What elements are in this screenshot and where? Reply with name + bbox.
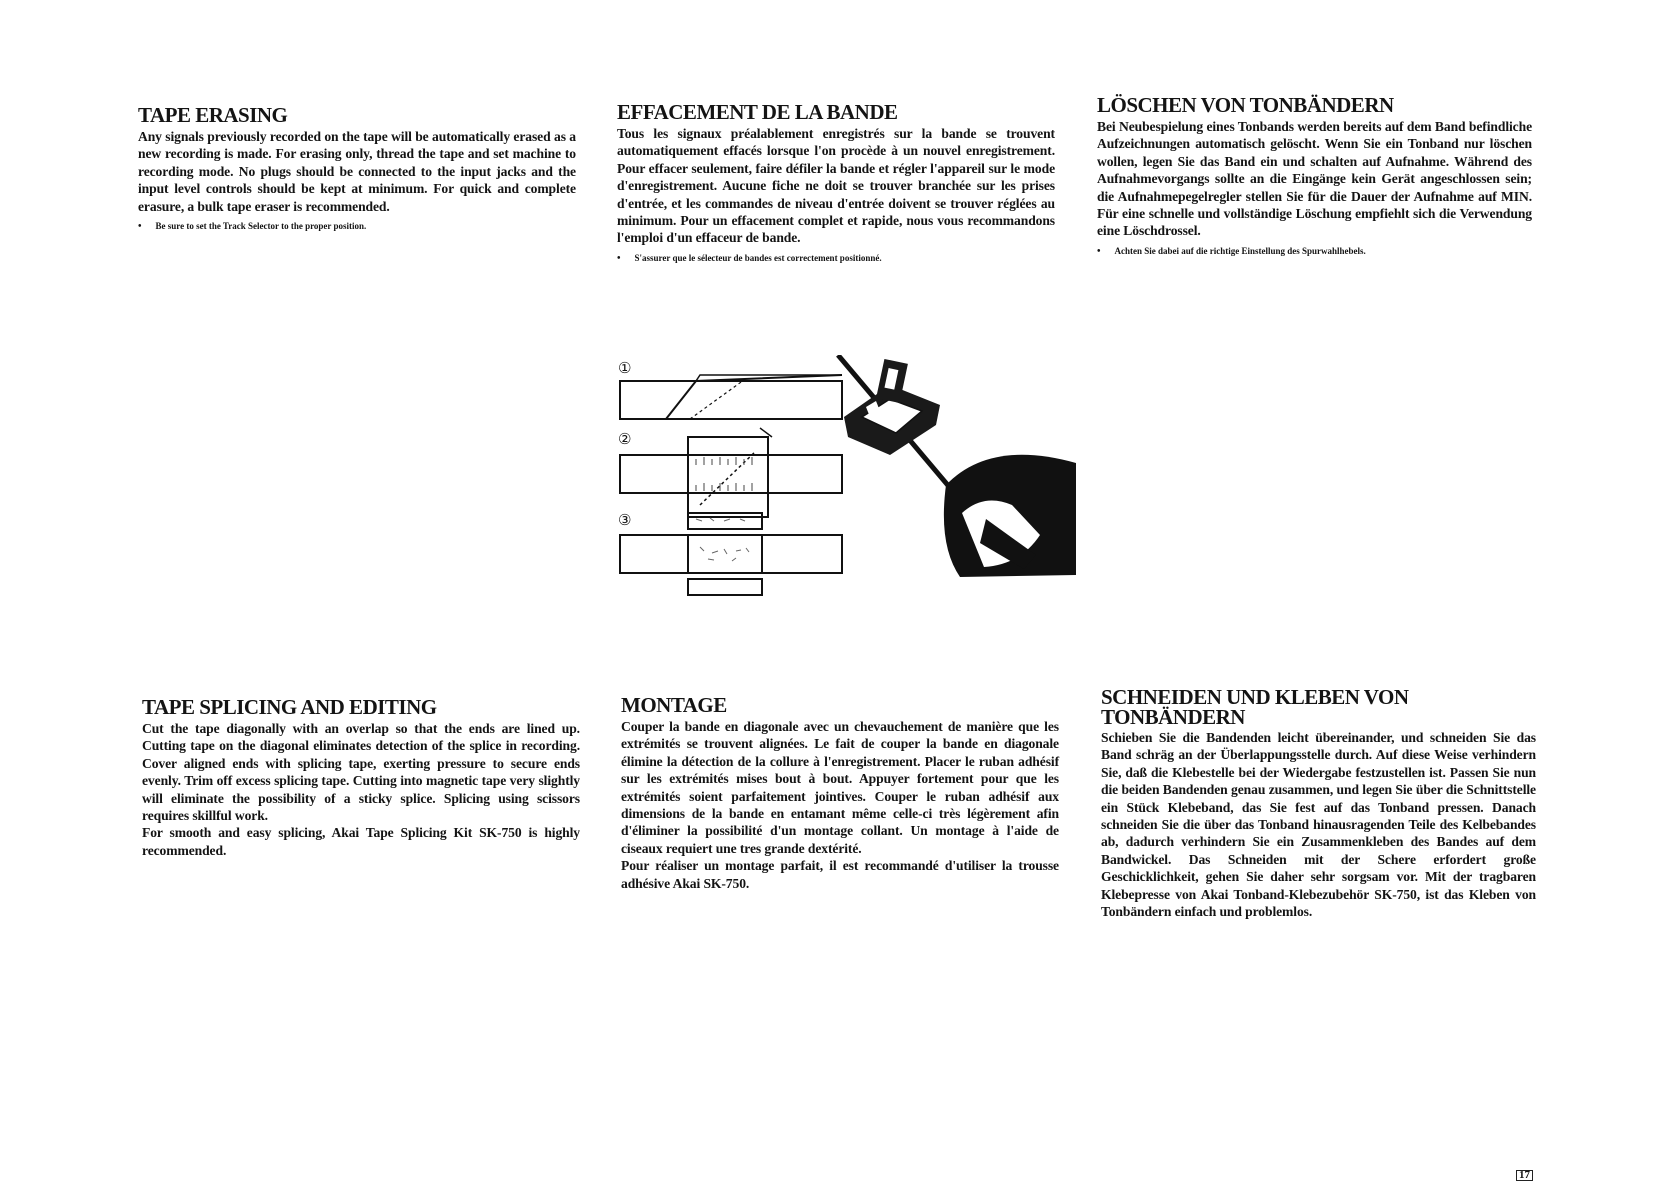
step-1-label: ① [618,359,632,377]
heading-montage: MONTAGE [621,693,727,717]
body-loeschen: Bei Neubespielung eines Tonbands werden bereits auf dem Band befindliche Aufzeichnungen automatisch gelöscht. Wenn Sie ein Tonband nur löschen wollen, legen Sie das Band ein und schalten auf Aufnahme. Während des Aufnahmevorgangs sollte an die Eingänge kein Gerät angeschlossen sein; die Aufnahmepegelregler stellen Sie für die Dauer der Aufnahme auf MIN. Für eine schnelle und vollständige Löschung empfiehlt sich die Verwendung eine Löschdrossel. [1097,119,1532,239]
note-text-tape-erasing: Be sure to set the Track Selector to the proper position. [155,221,367,232]
body-tape-erasing: Any signals previously recorded on the tape will be automatically erased as a new recording is made. For erasing only, thread the tape and set machine to recording mode. No plugs should be connected to the input jacks and the input level controls should be kept at minimum. For quick and complete erasure, a bulk tape eraser is recommended. [138,129,576,214]
body2-montage: Pour réaliser un montage parfait, il est recommandé d'utiliser la trousse adhésive Akai SK-750. [621,858,1059,891]
body-tape-splicing: Cut the tape diagonally with an overlap so that the ends are lined up. Cutting tape on the diagonal eliminates detection of the splice in recording. Cover aligned ends with splicing tape, exerting pressure to secure ends evenly. Trim off excess splicing tape. Cutting into magnetic tape very slightly will eliminate the possibility of a sticky splice. Splicing using scissors requires skillful work. [142,721,580,824]
note-effacement [617,253,1055,264]
body2-tape-splicing: For smooth and easy splicing, Akai Tape Splicing Kit SK-750 is highly recommended. [142,825,580,858]
step-2-tape [620,428,842,517]
bullet-icon: • [617,252,621,264]
section-schneiden [1101,687,1536,920]
heading-tape-splicing: TAPE SPLICING AND EDITING [142,695,437,719]
note-tape-erasing [138,221,576,232]
body-effacement: Tous les signaux préalablement enregistrés sur la bande se trouvent automatiquement effacés lorsque l'on procède à un nouvel enregistrement. Pour effacer seulement, faire défiler la bande et régler l'appareil sur le mode d'enregistrement. Aucune fiche ne doit se trouver branchée sur les prises d'entrée, et les commandes de niveau d'entrée doivent se trouver réglées au minimum. Pour un effacement complet et rapide, nous vous recommandons l'emploi d'un effaceur de bande. [617,126,1055,246]
heading-schneiden: SCHNEIDEN UND KLEBEN VON TONBÄNDERN [1101,685,1409,729]
section-effacement [617,101,1055,264]
section-tape-splicing [142,696,580,859]
heading-loeschen: LÖSCHEN VON TONBÄNDERN [1097,93,1394,117]
note-text-effacement: S'assurer que le sélecteur de bandes est correctement positionné. [634,252,882,263]
step-2-splice-texture [696,457,752,491]
splicer-device-icon [844,359,940,455]
body-montage: Couper la bande en diagonale avec un chevauchement de manière que les extrémités se trouvent alignées. Le fait de couper la bande en diagonale élimine la détection de la collure à l'enregistrement. Placer le ruban adhésif sur les extrémités mises bout à bout. Appuyer fortement pour que les extrémités soient parfaitement jointives. Couper le ruban adhésif aux dimensions de la bande en entamant même celle-ci très légèrement afin d'éliminer la possibilité d'un montage collant. Un montage à l'aide de ciseaux requiert une tres grande dextérité. [621,719,1059,856]
heading-tape-erasing: TAPE ERASING [138,103,288,127]
section-montage [621,694,1059,892]
section-loeschen [1097,94,1532,257]
note-text-loeschen: Achten Sie dabei auf die richtige Einstellung des Spurwahlhebels. [1114,245,1366,256]
note-loeschen [1097,246,1532,257]
section-tape-erasing [138,104,576,232]
step-2-label: ② [618,430,632,448]
step-1-tape [620,375,842,419]
splicing-diagram [600,355,1080,605]
bullet-icon: • [1097,245,1101,257]
bullet-icon: • [138,221,142,233]
step-3-label: ③ [618,511,632,529]
step-3-tape [620,513,842,595]
heading-effacement: EFFACEMENT DE LA BANDE [617,100,898,124]
step-3-splice-texture [696,518,749,561]
page-number: 17 [1516,1170,1533,1181]
scissors-reel-icon [944,455,1076,577]
body-schneiden: Schieben Sie die Bandenden leicht übereinander, und schneiden Sie das Band schräg an der Überlappungsstelle durch. Auf diese Weise verhindern Sie, daß die Klebestelle bei der Wiedergabe festzustellen ist. Passen Sie nun die beiden Bandenden genau zusammen, und legen Sie über die Schnittstelle ein Stück Klebeband, das Sie fest auf das Tonband pressen. Danach schneiden Sie die über das Tonband hinausragenden Teile des Kelbebandes ab, dadurch verhindern Sie ein Zusammenkleben des Bandes auf dem Bandwickel. Das Schneiden mit der Schere erfordert große Geschicklichkeit, gehen Sie daher sehr sorgsam vor. Mit der tragbaren Klebepresse von Akai Tonband-Klebezubehör SK-750, ist das Kleben von Tonbändern einfach und problemlos. [1101,730,1536,920]
